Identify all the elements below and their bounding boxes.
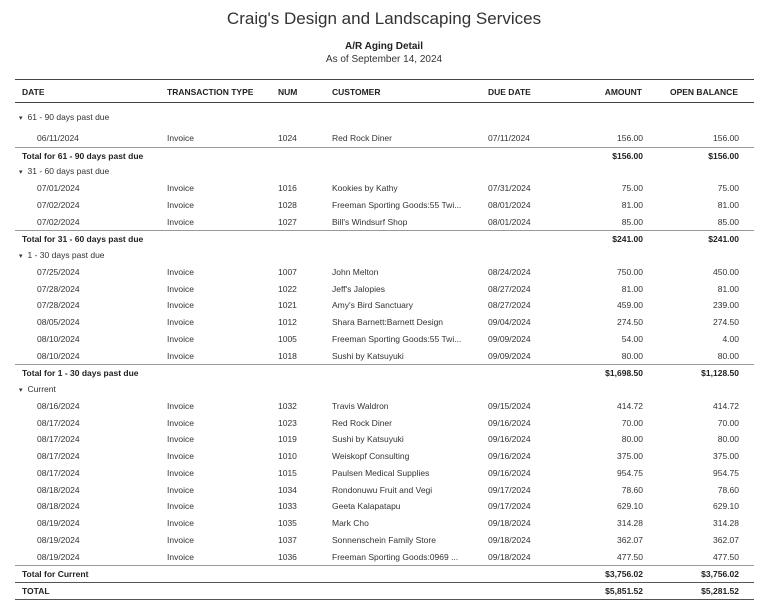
cell-amount: 477.50 [617,551,643,562]
column-header-row [15,80,754,103]
cell-num: 1019 [278,434,297,445]
cell-customer: Geeta Kalapatapu [332,501,401,512]
cell-transaction-type: Invoice [167,266,194,277]
group-total-amount: $1,698.50 [605,368,643,379]
cell-date: 08/10/2024 [37,333,80,344]
cell-transaction-type: Invoice [167,350,194,361]
group-total-label: Total for 61 - 90 days past due [22,150,144,161]
cell-customer: Red Rock Diner [332,132,392,143]
group-total-open-balance: $156.00 [708,150,739,161]
col-date[interactable]: DATE [22,87,45,97]
cell-due-date: 07/11/2024 [488,132,530,143]
cell-open-balance: 78.60 [717,484,739,495]
cell-customer: Freeman Sporting Goods:0969 ... [332,551,459,562]
cell-num: 1037 [278,534,297,545]
cell-open-balance: 629.10 [713,501,739,512]
cell-customer: Sushi by Katsuyuki [332,350,404,361]
grand-total-row [15,582,754,600]
cell-transaction-type: Invoice [167,467,194,478]
cell-customer: Sushi by Katsuyuki [332,434,404,445]
cell-due-date: 09/04/2024 [488,317,531,327]
cell-open-balance: 85.00 [717,216,739,227]
cell-date: 06/11/2024 [37,132,79,143]
cell-date: 08/18/2024 [37,484,80,495]
group-label: Current [27,384,56,394]
cell-transaction-type: Invoice [167,283,194,294]
cell-due-date: 07/31/2024 [488,183,531,193]
cell-customer: Amy's Bird Sanctuary [332,300,413,311]
table-row[interactable] [15,431,754,447]
table-row[interactable] [15,532,754,548]
cell-transaction-type: Invoice [167,317,194,327]
cell-customer: John Melton [332,266,379,277]
cell-num: 1015 [278,467,297,478]
table-row[interactable] [15,297,754,313]
table-row[interactable] [15,398,754,414]
cell-due-date: 09/18/2024 [488,518,531,528]
col-num[interactable]: NUM [278,87,298,97]
caret-down-icon[interactable]: ▾ [19,169,23,177]
table-row[interactable] [15,348,754,364]
cell-date: 08/19/2024 [37,518,80,528]
cell-amount: 629.10 [617,501,643,512]
cell-date: 08/19/2024 [37,534,80,545]
cell-open-balance: 362.07 [713,534,739,545]
caret-down-icon[interactable]: ▾ [19,253,23,260]
cell-open-balance: 414.72 [713,400,739,411]
cell-date: 08/17/2024 [37,467,80,478]
group-total-amount: $3,756.02 [605,569,643,580]
cell-transaction-type: Invoice [167,132,194,143]
cell-date: 07/25/2024 [37,266,80,277]
cell-open-balance: 80.00 [717,434,739,445]
group-total-row [15,364,754,381]
cell-customer: Rondonuwu Fruit and Vegi [332,484,433,495]
group-total-row [15,565,754,582]
cell-due-date: 09/09/2024 [488,350,531,361]
cell-transaction-type: Invoice [167,518,194,528]
cell-customer: Sonnenschein Family Store [332,534,436,545]
cell-due-date: 09/16/2024 [488,434,531,445]
cell-transaction-type: Invoice [167,199,194,210]
cell-date: 08/05/2024 [37,317,80,327]
cell-amount: 78.60 [621,484,643,495]
table-row[interactable] [15,180,754,196]
cell-open-balance: 314.28 [713,518,739,528]
cell-date: 08/18/2024 [37,501,80,512]
cell-open-balance: 70.00 [717,417,739,428]
cell-customer: Kookies by Kathy [332,183,398,193]
cell-date: 08/10/2024 [37,350,80,361]
cell-date: 08/17/2024 [37,451,80,461]
cell-open-balance: 81.00 [717,199,739,210]
cell-num: 1007 [278,266,297,277]
cell-due-date: 09/15/2024 [488,400,531,411]
company-name: Craig's Design and Landscaping Services [226,9,542,28]
cell-num: 1034 [278,484,297,495]
grand-total-label: TOTAL [22,586,50,596]
cell-num: 1005 [278,333,297,344]
cell-customer: Paulsen Medical Supplies [332,467,430,478]
cell-amount: 750.00 [617,266,643,277]
cell-customer: Travis Waldron [332,400,389,411]
group-total-open-balance: $3,756.02 [701,569,739,580]
cell-amount: 414.72 [617,400,643,411]
cell-transaction-type: Invoice [167,300,194,311]
cell-num: 1010 [278,451,297,461]
cell-amount: 81.00 [621,199,643,210]
cell-transaction-type: Invoice [167,551,194,562]
cell-num: 1021 [278,300,297,311]
table-row[interactable] [15,515,754,531]
col-customer[interactable]: CUSTOMER [332,87,381,97]
cell-customer: Red Rock Diner [332,417,392,428]
cell-date: 08/19/2024 [37,551,80,562]
cell-open-balance: 375.00 [713,451,739,461]
cell-date: 07/02/2024 [37,216,80,227]
cell-num: 1024 [278,132,297,143]
cell-transaction-type: Invoice [167,451,194,461]
cell-num: 1027 [278,216,297,227]
group-total-amount: $156.00 [612,150,643,161]
cell-open-balance: 80.00 [717,350,739,361]
col-open-balance[interactable]: OPEN BALANCE [669,87,738,97]
group-label: 31 - 60 days past due [27,166,110,177]
cell-due-date: 08/01/2024 [488,199,531,210]
table-row[interactable] [15,415,754,431]
cell-due-date: 08/27/2024 [488,300,531,311]
cell-transaction-type: Invoice [167,434,194,445]
cell-amount: 314.28 [617,518,643,528]
cell-due-date: 09/09/2024 [488,333,531,344]
cell-customer: Freeman Sporting Goods:55 Twi... [332,199,462,210]
cell-open-balance: 75.00 [717,183,739,193]
cell-num: 1035 [278,518,297,528]
group-toggle[interactable] [19,384,56,394]
col-transaction-type[interactable]: TRANSACTION TYPE [167,87,254,97]
cell-amount: 362.07 [617,534,643,545]
table-row[interactable] [15,214,754,230]
caret-down-icon[interactable]: ▾ [19,115,23,122]
cell-transaction-type: Invoice [167,484,194,495]
cell-num: 1036 [278,551,297,562]
table-row[interactable] [15,549,754,565]
grand-total-amount: $5,851.52 [605,586,643,596]
cell-date: 07/28/2024 [37,300,80,311]
cell-amount: 85.00 [621,216,643,227]
group-label: 61 - 90 days past due [27,112,110,122]
cell-num: 1012 [278,317,297,327]
cell-date: 07/28/2024 [37,283,80,294]
cell-transaction-type: Invoice [167,534,194,545]
grand-total-open-balance: $5,281.52 [701,586,739,596]
cell-transaction-type: Invoice [167,417,194,428]
table-row[interactable] [15,465,754,481]
cell-customer: Weiskopf Consulting [332,451,410,461]
cell-amount: 80.00 [621,350,643,361]
cell-amount: 75.00 [621,183,643,193]
cell-due-date: 08/01/2024 [488,216,531,227]
cell-customer: Jeff's Jalopies [332,283,385,294]
cell-num: 1022 [278,283,297,294]
group-total-open-balance: $241.00 [708,234,739,245]
group-header[interactable] [15,109,754,125]
cell-num: 1023 [278,417,297,428]
cell-amount: 375.00 [617,451,643,461]
table-row[interactable] [15,264,754,280]
group-total-amount: $241.00 [612,234,643,245]
cell-amount: 954.75 [617,467,643,478]
cell-num: 1033 [278,501,297,512]
table-row[interactable] [15,498,754,514]
cell-num: 1016 [278,183,297,193]
group-label: 1 - 30 days past due [27,250,105,260]
cell-customer: Freeman Sporting Goods:55 Twi... [332,333,462,344]
cell-due-date: 08/27/2024 [488,283,531,294]
cell-due-date: 09/17/2024 [488,484,531,495]
cell-customer: Mark Cho [332,518,369,528]
cell-transaction-type: Invoice [167,501,194,512]
group-header[interactable] [15,381,754,397]
group-total-row [15,230,754,247]
cell-num: 1018 [278,350,297,361]
cell-open-balance: 81.00 [717,283,739,294]
cell-open-balance: 450.00 [713,266,739,277]
col-due-date[interactable]: DUE DATE [488,87,531,97]
cell-date: 08/16/2024 [37,400,80,411]
cell-transaction-type: Invoice [167,216,194,227]
cell-due-date: 09/16/2024 [488,417,531,428]
cell-open-balance: 4.00 [722,333,739,344]
group-total-row [15,147,754,164]
cell-date: 08/17/2024 [37,417,80,428]
cell-due-date: 09/16/2024 [488,467,531,478]
cell-due-date: 09/18/2024 [488,551,531,562]
report-subtitle: As of September 14, 2024 [325,54,443,65]
cell-transaction-type: Invoice [167,400,194,411]
cell-due-date: 08/24/2024 [488,266,531,277]
group-toggle[interactable] [19,166,109,176]
cell-open-balance: 477.50 [713,551,739,562]
cell-amount: 81.00 [621,283,643,294]
table-row[interactable] [15,448,754,464]
table-row[interactable] [15,130,754,146]
table-row[interactable] [15,197,754,213]
group-toggle[interactable] [19,250,105,260]
group-toggle[interactable] [19,112,109,122]
cell-open-balance: 239.00 [713,300,739,311]
cell-date: 07/01/2024 [37,183,80,193]
cell-amount: 80.00 [621,434,643,445]
cell-open-balance: 156.00 [713,132,739,143]
group-header[interactable] [15,163,754,179]
cell-num: 1032 [278,400,297,411]
table-row[interactable] [15,314,754,330]
cell-customer: Shara Barnett:Barnett Design [332,317,444,327]
cell-transaction-type: Invoice [167,183,194,193]
group-total-label: Total for 1 - 30 days past due [22,368,139,379]
cell-amount: 70.00 [621,417,643,428]
cell-due-date: 09/18/2024 [488,534,531,545]
group-header[interactable] [15,247,754,263]
cell-due-date: 09/16/2024 [488,451,531,461]
table-row[interactable] [15,281,754,297]
table-row[interactable] [15,482,754,498]
group-total-open-balance: $1,128.50 [701,368,739,379]
cell-customer: Bill's Windsurf Shop [332,216,408,227]
caret-down-icon[interactable]: ▾ [19,387,23,394]
cell-amount: 54.00 [621,333,643,344]
cell-date: 08/17/2024 [37,434,80,445]
cell-amount: 274.50 [617,317,643,327]
group-total-label: Total for Current [22,569,89,580]
table-row[interactable] [15,331,754,347]
col-amount[interactable]: AMOUNT [604,87,642,97]
group-total-label: Total for 31 - 60 days past due [22,234,144,245]
cell-amount: 156.00 [617,132,643,143]
cell-due-date: 09/17/2024 [488,501,531,512]
report-title: A/R Aging Detail [345,41,423,52]
cell-num: 1028 [278,199,297,210]
cell-amount: 459.00 [617,300,643,311]
cell-open-balance: 954.75 [713,467,739,478]
cell-date: 07/02/2024 [37,199,80,210]
cell-transaction-type: Invoice [167,333,194,344]
cell-open-balance: 274.50 [713,317,739,327]
